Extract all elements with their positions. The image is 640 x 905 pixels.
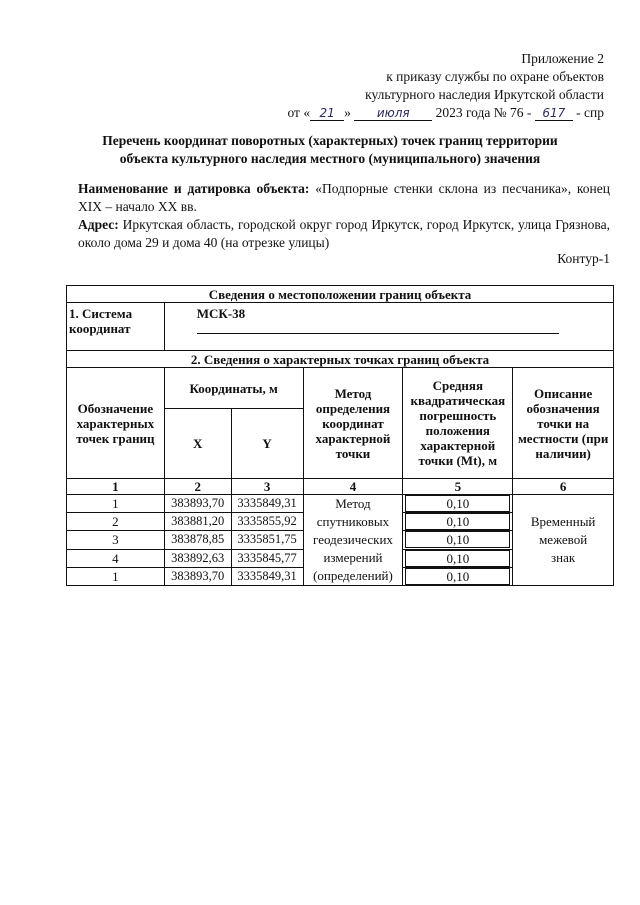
title-line-2: объекта культурного наследия местного (муниципального) значения	[119, 151, 541, 166]
x-cell: 383893,70	[164, 567, 231, 585]
coordinate-system-value: МСК-38	[196, 306, 246, 321]
object-address-label: Адрес:	[78, 217, 119, 232]
appendix-line-2: к приказу службы по охране объектов	[386, 69, 604, 84]
header-y: Y	[231, 409, 303, 479]
order-date-line	[224, 104, 604, 122]
error-value: 0,10	[405, 531, 510, 548]
error-cell	[403, 531, 513, 549]
column-number: 4	[303, 479, 403, 495]
section-1-title: Сведения о местоположении границ объекта	[67, 286, 614, 303]
error-cell	[403, 495, 513, 513]
point-cell: 2	[67, 513, 165, 531]
object-address-paragraph	[78, 216, 610, 252]
section-2-title: 2. Сведения о характерных точках границ объекта	[67, 351, 614, 368]
column-number: 6	[513, 479, 614, 495]
error-cell	[403, 567, 513, 585]
point-cell: 4	[67, 549, 165, 567]
point-cell: 1	[67, 495, 165, 513]
column-number: 2	[164, 479, 231, 495]
document-title	[60, 132, 600, 168]
description-line: знак	[551, 550, 576, 565]
method-line: геодезических	[313, 532, 393, 547]
handwritten-month: июля	[354, 106, 432, 121]
header-coords: Координаты, м	[164, 368, 303, 409]
table-row	[67, 495, 614, 513]
header-method: Метод определения координат характерной точки	[303, 368, 403, 479]
method-line: спутниковых	[316, 514, 390, 529]
y-cell: 3335849,31	[231, 567, 303, 585]
column-number: 1	[67, 479, 165, 495]
quote-close: »	[344, 105, 351, 120]
method-line: (определений)	[313, 568, 393, 583]
y-cell: 3335851,75	[231, 531, 303, 549]
handwritten-order-number: 617	[535, 106, 573, 121]
x-cell: 383892,63	[164, 549, 231, 567]
header-error: Средняя квадратическая погрешность положения характерной точки (Mt), м	[403, 368, 513, 479]
header-x: X	[164, 409, 231, 479]
error-cell	[403, 513, 513, 531]
title-line-1: Перечень координат поворотных (характерных) точек границ территории	[102, 133, 558, 148]
error-value: 0,10	[405, 495, 510, 512]
error-value: 0,10	[405, 513, 510, 530]
boundary-table	[66, 285, 614, 586]
description-cell	[513, 495, 614, 586]
object-name-paragraph	[78, 180, 610, 216]
from-prefix: от «	[287, 105, 311, 120]
header-description: Описание обозначения точки на местности (при наличии)	[513, 368, 614, 479]
coordinate-system-cell	[164, 303, 613, 351]
x-cell: 383893,70	[164, 495, 231, 513]
x-cell: 383878,85	[164, 531, 231, 549]
method-line: измерений	[323, 550, 383, 565]
appendix-title: Приложение 2	[521, 51, 604, 66]
point-cell: 1	[67, 567, 165, 585]
error-value: 0,10	[405, 550, 510, 567]
method-cell	[303, 495, 403, 586]
description-line: межевой	[539, 532, 588, 547]
header-point: Обозначение характерных точек границ	[67, 368, 165, 479]
handwritten-day: 21	[310, 106, 344, 121]
object-address-value: Иркутская область, городской округ город Иркутск, город Иркутск, улица Грязнова, около дома 29 и дома 40 (на отрезке улицы)	[78, 217, 610, 250]
contour-label: Контур-1	[557, 251, 610, 266]
order-suffix: - спр	[576, 105, 604, 120]
description-line: Временный	[530, 514, 596, 529]
x-cell: 383881,20	[164, 513, 231, 531]
error-value: 0,10	[405, 568, 510, 585]
method-line: Метод	[335, 496, 371, 511]
object-name-value: «Подпорные стенки склона из песчаника», конец XIX – начало XX вв.	[78, 181, 610, 214]
y-cell: 3335855,92	[231, 513, 303, 531]
appendix-line-3: культурного наследия Иркутской области	[365, 87, 604, 102]
coordinate-system-underline	[197, 323, 559, 334]
y-cell: 3335845,77	[231, 549, 303, 567]
column-number: 3	[231, 479, 303, 495]
appendix-header	[224, 50, 604, 122]
coordinate-system-label: 1. Система координат	[67, 303, 165, 351]
object-name-label: Наименование и датировка объекта:	[78, 181, 310, 196]
error-cell	[403, 549, 513, 567]
column-numbers-row	[67, 479, 614, 495]
object-info	[78, 180, 610, 252]
y-cell: 3335849,31	[231, 495, 303, 513]
point-cell: 3	[67, 531, 165, 549]
year-text: 2023 года № 76 -	[435, 105, 532, 120]
column-number: 5	[403, 479, 513, 495]
